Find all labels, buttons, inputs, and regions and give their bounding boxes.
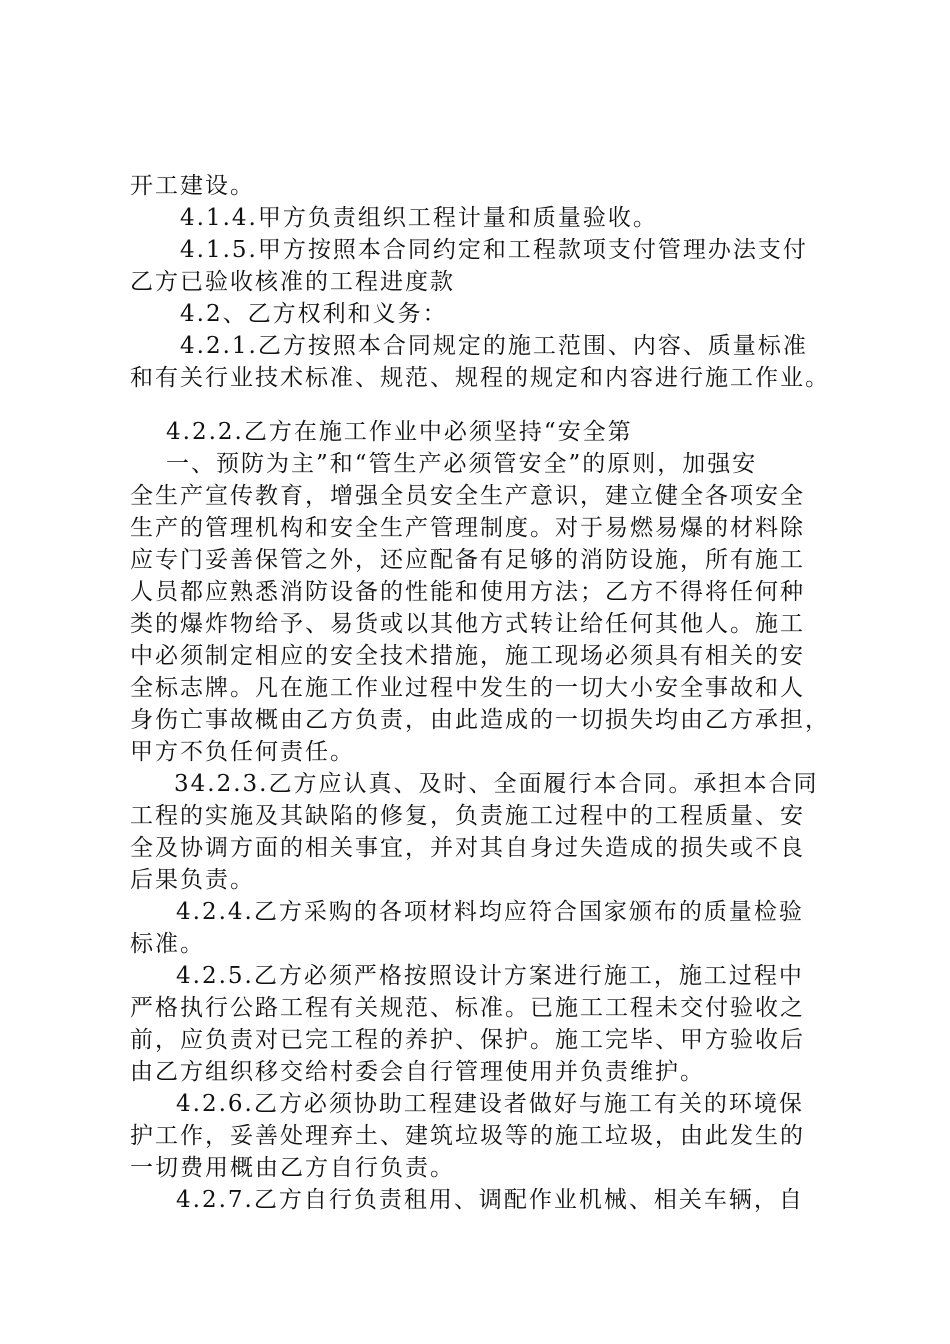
document-body [130, 170, 830, 1216]
section-heading-4-2: 4.2、乙方权利和义务： [180, 301, 448, 327]
clause-4-2-1: 4.2.1.乙方按照本合同规定的施工范围、内容、质量标准 [180, 333, 808, 359]
clause-4-2-2: 4.2.2.乙方在施工作业中必须坚持“安全第 [166, 419, 633, 445]
text-line: 应专门妥善保管之外，还应配备有足够的消防设施，所有施工 [130, 547, 805, 573]
clause-4-2-6: 4.2.6.乙方必须协助工程建设者做好与施工有关的环境保 [176, 1091, 804, 1117]
clause-4-2-5: 4.2.5.乙方必须严格按照设计方案进行施工，施工过程中 [176, 963, 804, 989]
text-line: 一切费用概由乙方自行负责。 [130, 1155, 455, 1181]
text-line: 甲方不负任何责任。 [130, 739, 355, 765]
clause-4-2-4: 4.2.4.乙方采购的各项材料均应符合国家颁布的质量检验 [176, 899, 804, 925]
clause-4-2-7: 4.2.7.乙方自行负责租用、调配作业机械、相关车辆，自 [176, 1187, 804, 1213]
clause-4-2-3: 34.2.3.乙方应认真、及时、全面履行本合同。承担本合同 [174, 771, 819, 797]
text-line: 开工建设。 [130, 173, 255, 199]
text-line: 身伤亡事故概由乙方负责，由此造成的一切损失均由乙方承担， [130, 707, 830, 733]
text-line: 一、预防为主”和“管生产必须管安全”的原则，加强安 [166, 451, 758, 477]
text-line: 护工作，妥善处理弃土、建筑垃圾等的施工垃圾，由此发生的 [130, 1123, 805, 1149]
text-line: 乙方已验收核准的工程进度款 [130, 269, 455, 295]
text-line: 前，应负责对已完工程的养护、保护。施工完毕、甲方验收后 [130, 1027, 805, 1053]
text-line: 生产的管理机构和安全生产管理制度。对于易燃易爆的材料除 [130, 515, 805, 541]
text-line: 类的爆炸物给予、易货或以其他方式转让给任何其他人。施工 [130, 611, 805, 637]
text-line: 中必须制定相应的安全技术措施，施工现场必须具有相关的安 [130, 643, 805, 669]
text-line: 全生产宣传教育，增强全员安全生产意识，建立健全各项安全 [130, 483, 805, 509]
text-line: 标准。 [130, 931, 205, 957]
clause-4-1-4: 4.1.4.甲方负责组织工程计量和质量验收。 [180, 205, 658, 231]
text-line: 由乙方组织移交给村委会自行管理使用并负责维护。 [130, 1059, 705, 1085]
text-line: 全标志牌。凡在施工作业过程中发生的一切大小安全事故和人 [130, 675, 805, 701]
paragraph-gap [130, 394, 830, 416]
text-line: 严格执行公路工程有关规范、标准。已施工工程未交付验收之 [130, 995, 805, 1021]
text-line: 工程的实施及其缺陷的修复，负责施工过程中的工程质量、安 [130, 803, 805, 829]
text-line: 后果负责。 [130, 867, 255, 893]
clause-4-1-5: 4.1.5.甲方按照本合同约定和工程款项支付管理办法支付 [180, 237, 808, 263]
text-line: 人员都应熟悉消防设备的性能和使用方法；乙方不得将任何种 [130, 579, 805, 605]
text-line: 全及协调方面的相关事宜，并对其自身过失造成的损失或不良 [130, 835, 805, 861]
text-line: 和有关行业技术标准、规范、规程的规定和内容进行施工作业。 [130, 365, 830, 391]
